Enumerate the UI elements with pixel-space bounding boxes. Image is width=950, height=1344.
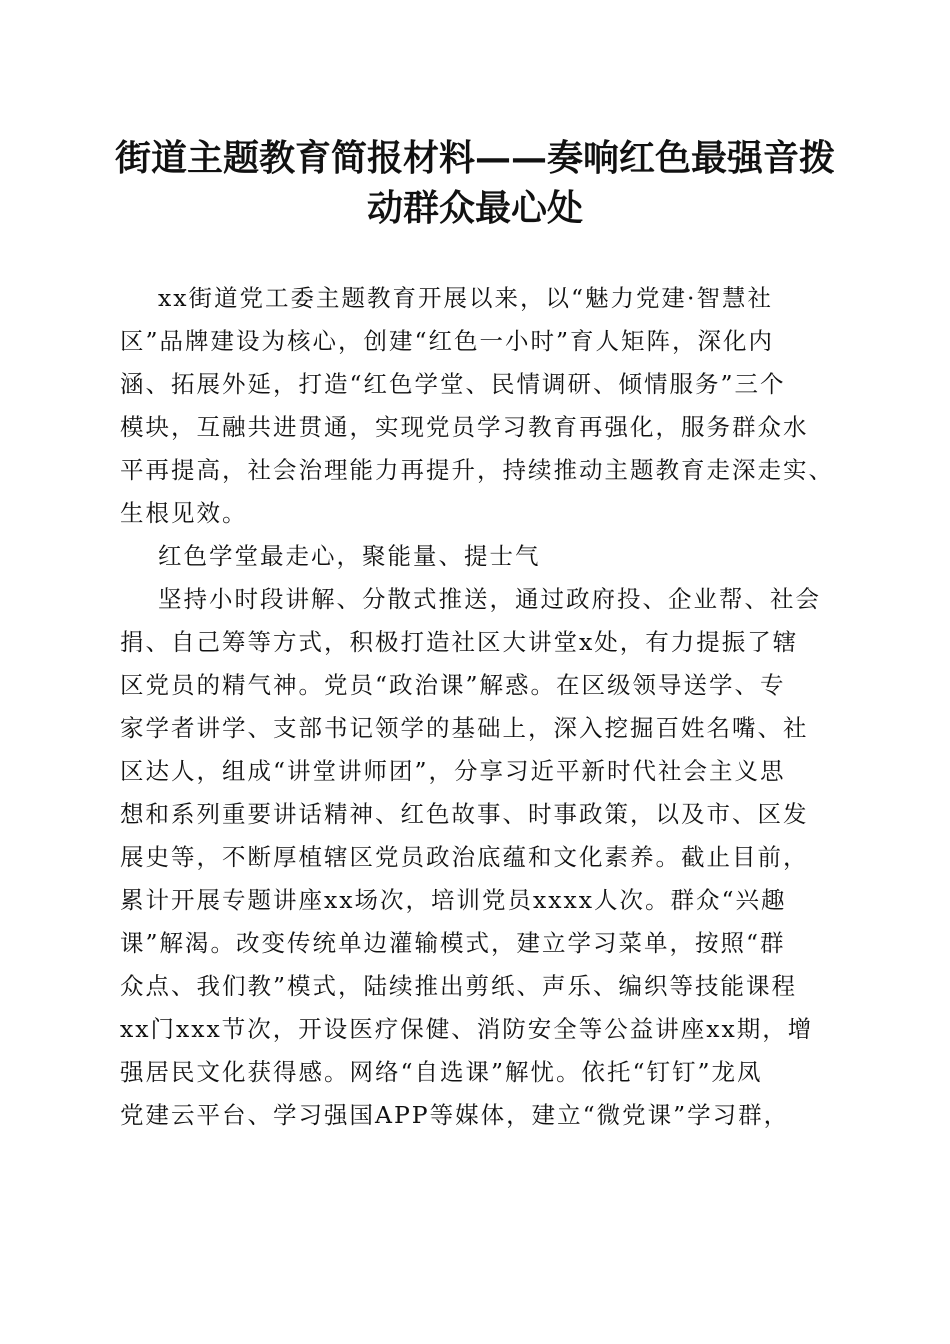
text-line: 生根见效。: [120, 499, 248, 527]
text-line: xx门xxx节次，开设医疗保健、消防安全等公益讲座xx期，增: [120, 1015, 814, 1043]
section-heading: 红色学堂最走心，聚能量、提士气: [158, 542, 541, 570]
text-line: 众点、我们教”模式，陆续推出剪纸、声乐、编织等技能课程: [120, 972, 798, 1000]
title-line-2: 动群众最心处: [366, 187, 583, 229]
text-line: 捐、自己筹等方式，积极打造社区大讲堂x处，有力提振了辖: [120, 628, 799, 656]
text-line: 想和系列重要讲话精神、红色故事、时事政策，以及市、区发: [120, 800, 809, 828]
text-line: 强居民文化获得感。网络“自选课”解忧。依托“钉钉”龙凤: [120, 1058, 763, 1086]
title-line-1: 街道主题教育简报材料——奏响红色最强音拨: [114, 137, 835, 179]
text-line: 累计开展专题讲座xx场次，培训党员xxxx人次。群众“兴趣: [120, 886, 787, 914]
text-line: 涵、拓展外延，打造“红色学堂、民情调研、倾情服务”三个: [120, 370, 786, 398]
text-line: 家学者讲学、支部书记领学的基础上，深入挖掘百姓名嘴、社: [120, 714, 809, 742]
document-title: [100, 133, 850, 233]
text-line: 区”品牌建设为核心，创建“红色一小时”育人矩阵，深化内: [120, 327, 775, 355]
text-line: 展史等，不断厚植辖区党员政治底蕴和文化素养。截止目前，: [120, 843, 809, 871]
section-paragraph: [120, 578, 836, 1137]
text-line: 坚持小时段讲解、分散式推送，通过政府投、企业帮、社会: [158, 585, 821, 613]
document-body: [120, 277, 836, 1137]
text-line: 党建云平台、学习强国APP等媒体，建立“微党课”学习群，: [120, 1101, 790, 1129]
text-line: 课”解渴。改变传统单边灌输模式，建立学习菜单，按照“群: [120, 929, 786, 957]
text-line: 区党员的精气神。党员“政治课”解惑。在区级领导送学、专: [120, 671, 786, 699]
text-line: 平再提高，社会治理能力再提升，持续推动主题教育走深走实、: [120, 456, 834, 484]
text-line: 区达人，组成“讲堂讲师团”，分享习近平新时代社会主义思: [120, 757, 786, 785]
text-line: 模块，互融共进贯通，实现党员学习教育再强化，服务群众水: [120, 413, 809, 441]
intro-paragraph: [120, 277, 836, 535]
text-line: xx街道党工委主题教育开展以来，以“魅力党建·智慧社: [158, 284, 773, 312]
